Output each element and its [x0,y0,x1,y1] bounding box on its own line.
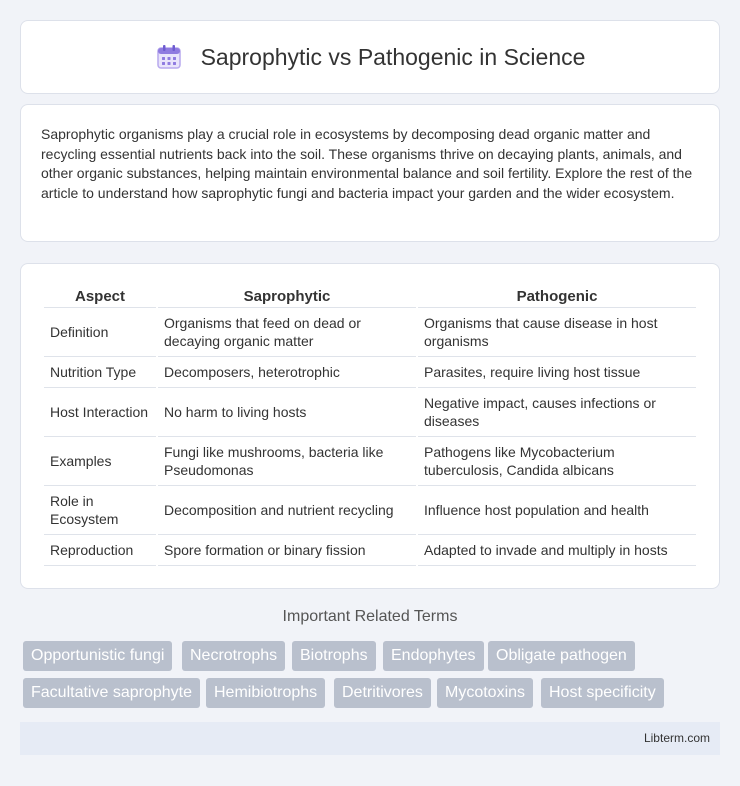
tag-necrotrophs[interactable]: Necrotrophs [182,641,285,671]
table-cell: Influence host population and health [418,486,696,535]
table-row [44,437,696,486]
tag-hemibiotrophs[interactable]: Hemibiotrophs [206,678,325,708]
table-cell: Host Interaction [44,388,156,437]
related-terms-title: Important Related Terms [282,608,458,625]
table-cell: Decomposition and nutrient recycling [158,486,416,535]
table-cell: Nutrition Type [44,357,156,388]
comparison-table [42,284,698,566]
table-row [44,388,696,437]
table-row [44,486,696,535]
calendar-icon [155,43,183,71]
table-cell: Fungi like mushrooms, bacteria like Pseudomonas [158,437,416,486]
table-cell: Adapted to invade and multiply in hosts [418,535,696,566]
table-cell: Reproduction [44,535,156,566]
tag-endophytes[interactable]: Endophytes [383,641,484,671]
table-cell: Organisms that feed on dead or decaying organic matter [158,308,416,357]
header-card [20,20,720,94]
table-cell: Decomposers, heterotrophic [158,357,416,388]
table-row [44,535,696,566]
table-cell: Spore formation or binary fission [158,535,416,566]
tag-facultative-saprophyte[interactable]: Facultative saprophyte [23,678,200,708]
table-cell: Examples [44,437,156,486]
table-row [44,357,696,388]
table-cell: Pathogens like Mycobacterium tuberculosis, Candida albicans [418,437,696,486]
footer [20,722,720,755]
column-header-saprophytic: Saprophytic [158,284,416,308]
page-title: Saprophytic vs Pathogenic in Science [200,43,586,70]
intro-text: Saprophytic organisms play a crucial role in ecosystems by decomposing dead organic matter and recycling essential nutrients back into the soil. These organisms thrive on decaying plants, animals, and other organic substances, helping maintain environmental balance and soil fertility. Explore the rest of the article to understand how saprophytic fungi and bacteria impact your garden and the wider ecosystem. [41,126,693,201]
table-row [44,308,696,357]
column-header-pathogenic: Pathogenic [418,284,696,308]
tag-mycotoxins[interactable]: Mycotoxins [437,678,533,708]
comparison-table-card [20,263,720,589]
intro-card [20,104,720,242]
tag-opportunistic-fungi[interactable]: Opportunistic fungi [23,641,172,671]
column-header-aspect: Aspect [44,284,156,308]
tag-detritivores[interactable]: Detritivores [334,678,431,708]
footer-site-link[interactable]: Libterm.com [643,731,710,745]
table-header-row [44,284,696,308]
table-cell: Parasites, require living host tissue [418,357,696,388]
table-cell: No harm to living hosts [158,388,416,437]
table-cell: Role in Ecosystem [44,486,156,535]
tag-biotrophs[interactable]: Biotrophs [292,641,376,671]
tag-host-specificity[interactable]: Host specificity [541,678,664,708]
table-cell: Organisms that cause disease in host organisms [418,308,696,357]
table-cell: Definition [44,308,156,357]
table-cell: Negative impact, causes infections or diseases [418,388,696,437]
tag-obligate-pathogen[interactable]: Obligate pathogen [488,641,635,671]
